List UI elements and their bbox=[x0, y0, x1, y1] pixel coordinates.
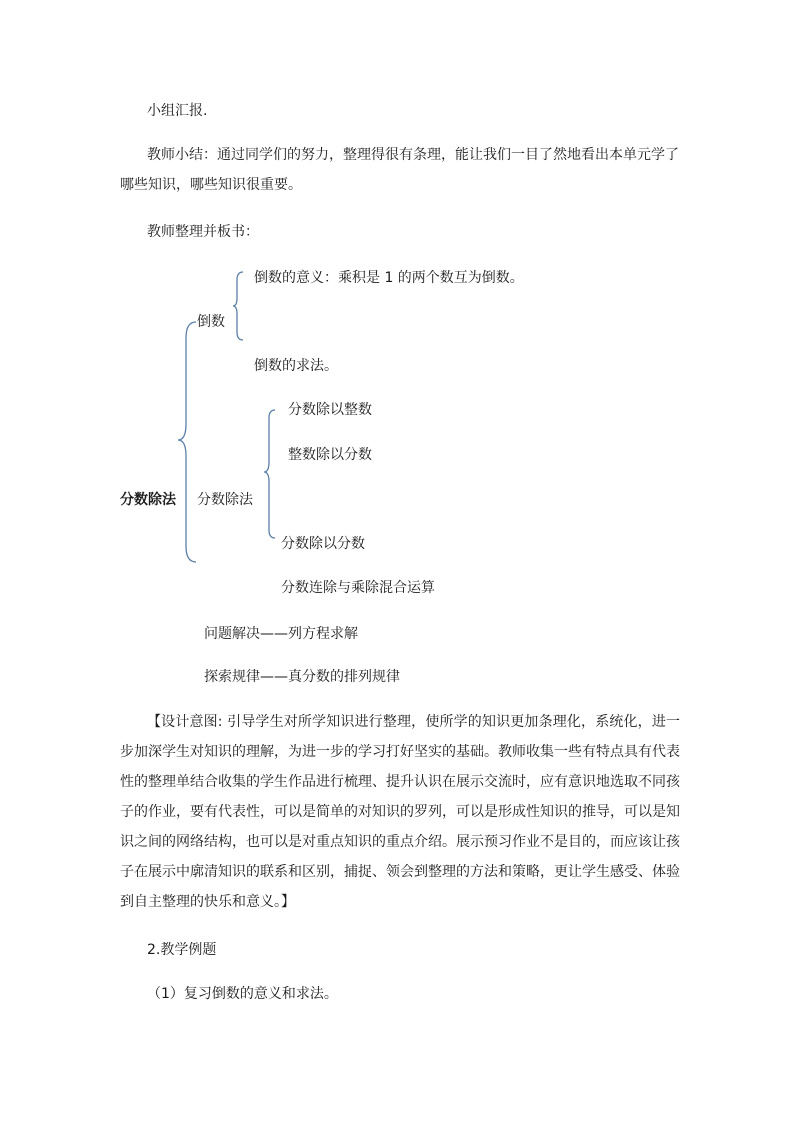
diagram-root: 分数除法 bbox=[120, 492, 176, 508]
diagram-item-fraction-by-fraction: 分数除以分数 bbox=[281, 536, 365, 552]
diagram-reciprocal-meaning: 倒数的意义：乘积是 1 的两个数互为倒数。 bbox=[254, 270, 524, 286]
design-intent-paragraph: 【设计意图: 引导学生对所学知识进行整理，使所学的知识更加条理化，系统化，进一步加深学生对知识的理解，为进一步的学习打好坚实的基础。教师收集一些有特点具有代表性的整理单结合收集的学生作品进行梳理、提升认识在展示交流时，应有意识地选取不同孩子的作业，要有代表性，可以是简单的对知识的罗列，可以是形成性知识的推导，可以是知识之间的网络结构，也可以是对重点知识的重点介绍。展示预习作业不是目的，而应该让孩子在展示中廓清知识的联系和区别，捕捉、领会到整理的方法和策略，更让学生感受、体验到自主整理的快乐和意义。】 bbox=[120, 714, 680, 910]
diagram-item-mixed-operations: 分数连除与乘除混合运算 bbox=[281, 580, 435, 596]
diagram-item-fraction-by-integer: 分数除以整数 bbox=[288, 402, 372, 418]
section-heading-teaching-examples: 2.教学例题 bbox=[147, 942, 217, 958]
brace-fraction-division bbox=[264, 410, 275, 538]
brace-reciprocal bbox=[233, 272, 243, 340]
paragraph-group-report: 小组汇报. bbox=[147, 103, 208, 119]
section-item-review-reciprocal: （1）复习倒数的意义和求法。 bbox=[147, 986, 338, 1002]
diagram-branch-reciprocal: 倒数 bbox=[197, 314, 225, 330]
paragraph-summary-line1: 教师小结：通过同学们的努力，整理得很有条理，能让我们一目了然地看出本单元学了 bbox=[147, 147, 679, 163]
paragraph-board-intro: 教师整理并板书： bbox=[147, 224, 259, 240]
diagram-branch-fraction-division: 分数除法 bbox=[197, 492, 253, 508]
brace-root bbox=[178, 322, 196, 562]
diagram-reciprocal-method: 倒数的求法。 bbox=[254, 358, 338, 374]
diagram-branch-explore-rules: 探索规律——真分数的排列规律 bbox=[204, 669, 400, 685]
diagram-branch-problem-solving: 问题解决——列方程求解 bbox=[204, 626, 358, 642]
paragraph-summary-line2: 哪些知识，哪些知识很重要。 bbox=[120, 177, 302, 193]
diagram-item-integer-by-fraction: 整数除以分数 bbox=[288, 447, 372, 463]
